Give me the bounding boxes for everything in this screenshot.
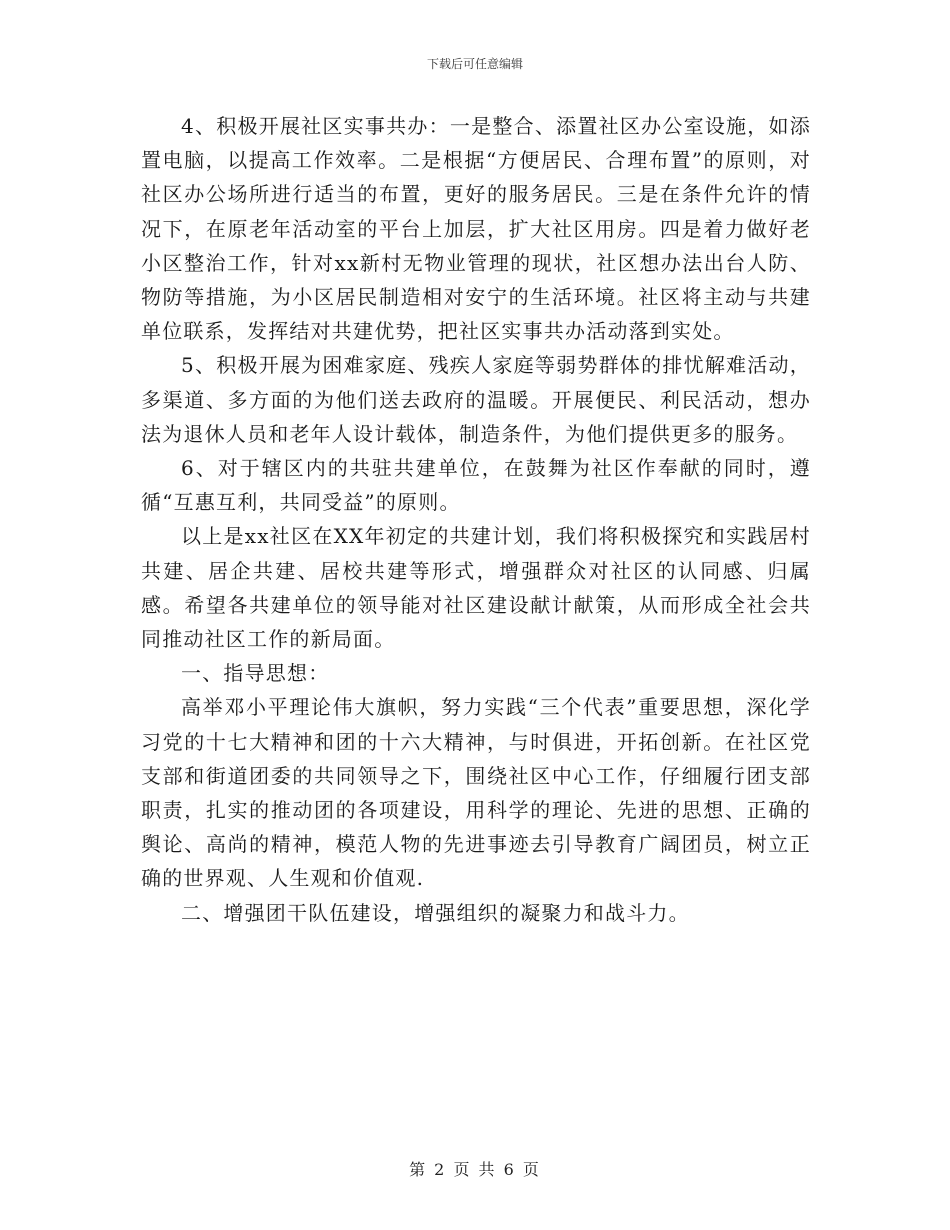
section-heading-guiding-thought: 一、指导思想： <box>181 661 330 686</box>
page-number-footer: 第 2 页 共 6 页 <box>409 1160 541 1179</box>
paragraph-guiding-thought: 高举邓小平理论伟大旗帜，努力实践“三个代表”重要思想，深化学习党的十七大精神和团的十六大精神，与时俱进，开拓创新。在社区党支部和街道团委的共同领导之下，围绕社区中心工作，仔细履行团支部职责，扎实的推动团的各项建设，用科学的理论、先进的思想、正确的舆论、高尚的精神，模范人物的先进事迹去引导教育广阔团员，树立正确的世界观、人生观和价值观. <box>141 695 811 891</box>
paragraph-item-6: 6、对于辖区内的共驻共建单位，在鼓舞为社区作奉献的同时，遵循“互惠互利，共同受益”的原则。 <box>141 456 811 515</box>
paragraph-summary: 以上是xx社区在XX年初定的共建计划，我们将积极探究和实践居村共建、居企共建、居校共建等形式，增强群众对社区的认同感、归属感。希望各共建单位的领导能对社区建设献计献策，从而形成全社会共同推动社区工作的新局面。 <box>141 524 811 652</box>
paragraph-item-4: 4、积极开展社区实事共办：一是整合、添置社区办公室设施，如添置电脑，以提高工作效率。二是根据“方便居民、合理布置”的原则，对社区办公场所进行适当的布置，更好的服务居民。三是在条件允许的情况下，在原老年活动室的平台上加层，扩大社区用房。四是着力做好老小区整治工作，针对xx新村无物业管理的现状，社区想办法出台人防、物防等措施，为小区居民制造相对安宁的生活环境。社区将主动与共建单位联系，发挥结对共建优势，把社区实事共办活动落到实处。 <box>141 114 811 344</box>
document-body <box>141 109 811 930</box>
paragraph-item-5: 5、积极开展为困难家庭、残疾人家庭等弱势群体的排忧解难活动，多渠道、多方面的为他们送去政府的温暖。开展便民、利民活动，想办法为退休人员和老年人设计载体，制造条件，为他们提供更多的服务。 <box>141 353 811 446</box>
section-heading-team-building: 二、增强团干队伍建设，增强组织的凝聚力和战斗力。 <box>181 900 690 925</box>
header-note: 下载后可任意编辑 <box>426 57 523 71</box>
